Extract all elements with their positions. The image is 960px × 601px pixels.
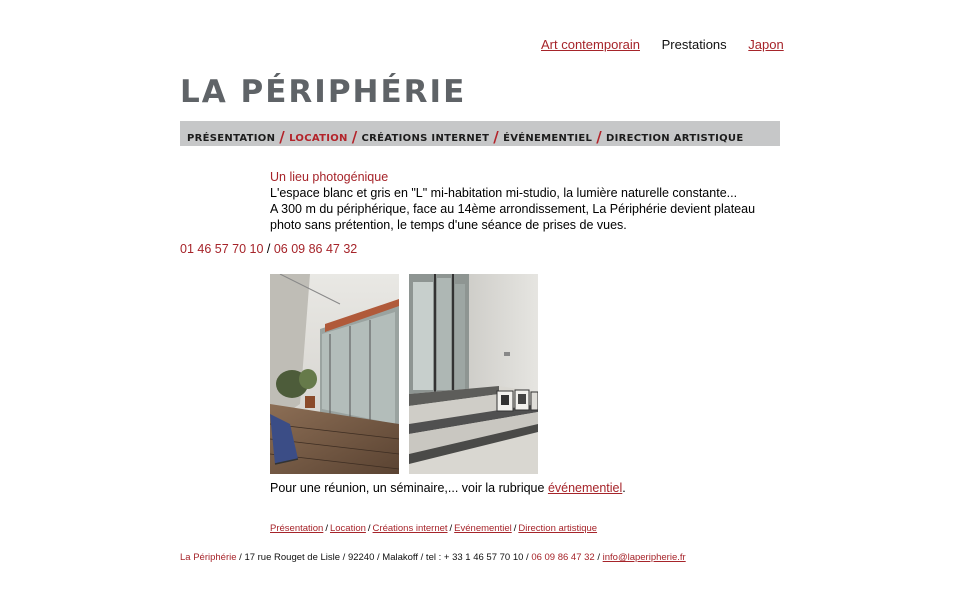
menu-item-location[interactable]: LOCATION — [289, 133, 348, 144]
footer-link-evenementiel[interactable]: Evénementiel — [454, 523, 512, 534]
top-nav — [541, 37, 784, 52]
menu-item-direction-artistique[interactable]: DIRECTION ARTISTIQUE — [605, 133, 744, 144]
footer-link-direction-artistique[interactable]: Direction artistique — [518, 523, 598, 534]
top-nav-japon[interactable]: Japon — [748, 37, 784, 52]
site-logo[interactable]: LA PÉRIPHÉRIE — [180, 74, 467, 110]
meeting-text-end: . — [622, 481, 626, 495]
footer-separator: / — [325, 523, 328, 534]
address-sep: / — [236, 552, 245, 563]
phone-numbers — [180, 242, 357, 256]
meeting-text — [270, 481, 626, 495]
phone-2: 06 09 86 47 32 — [273, 242, 358, 256]
intro-line-2: A 300 m du périphérique, face au 14ème arrondissement, La Périphérie devient plateau photo sans prétention, le temps d'une séance de prises de vues. — [270, 202, 756, 232]
phone-1: 01 46 57 70 10 — [180, 242, 264, 256]
address-email-link[interactable]: info@laperipherie.fr — [602, 552, 686, 563]
address-name: La Périphérie — [180, 552, 237, 563]
footer-separator: / — [449, 523, 453, 534]
menu-separator: / — [351, 128, 358, 146]
footer-nav — [270, 523, 597, 534]
footer-link-presentation[interactable]: Présentation — [270, 523, 324, 534]
address-sep-2: / — [594, 552, 603, 563]
intro-line-1: L'espace blanc et gris en "L" mi-habitation mi-studio, la lumière naturelle constante... — [270, 186, 738, 200]
intro-block — [270, 169, 780, 233]
address-mobile: 06 09 86 47 32 — [531, 552, 595, 563]
menu-item-presentation[interactable]: PRÉSENTATION — [187, 133, 276, 144]
menu-item-evenementiel[interactable]: ÉVÉNEMENTIEL — [503, 133, 593, 144]
meeting-link-evenementiel[interactable]: événementiel — [547, 481, 623, 495]
footer-separator: / — [367, 523, 371, 534]
top-nav-art-contemporain[interactable]: Art contemporain — [541, 37, 640, 52]
menu-separator: / — [493, 128, 500, 146]
phone-separator: / — [263, 242, 274, 256]
menu-separator: / — [596, 128, 602, 146]
top-nav-prestations[interactable]: Prestations — [661, 37, 727, 52]
footer-link-location[interactable]: Location — [329, 523, 366, 534]
footer-link-creations-internet[interactable]: Créations internet — [372, 523, 448, 534]
menu-separator: / — [279, 128, 286, 146]
photo-interior-steps — [409, 274, 538, 474]
main-menu-bar — [180, 121, 780, 146]
address-footer — [180, 552, 686, 563]
address-text: 17 rue Rouget de Lisle / 92240 / Malakoff / tel : + 33 1 46 57 70 10 / — [244, 552, 532, 563]
meeting-text-body: Pour une réunion, un séminaire,... voir la rubrique — [270, 481, 548, 495]
menu-item-creations-internet[interactable]: CRÉATIONS INTERNET — [361, 133, 490, 144]
footer-separator: / — [513, 523, 517, 534]
photo-terrace — [270, 274, 399, 474]
intro-heading: Un lieu photogénique — [270, 170, 389, 184]
